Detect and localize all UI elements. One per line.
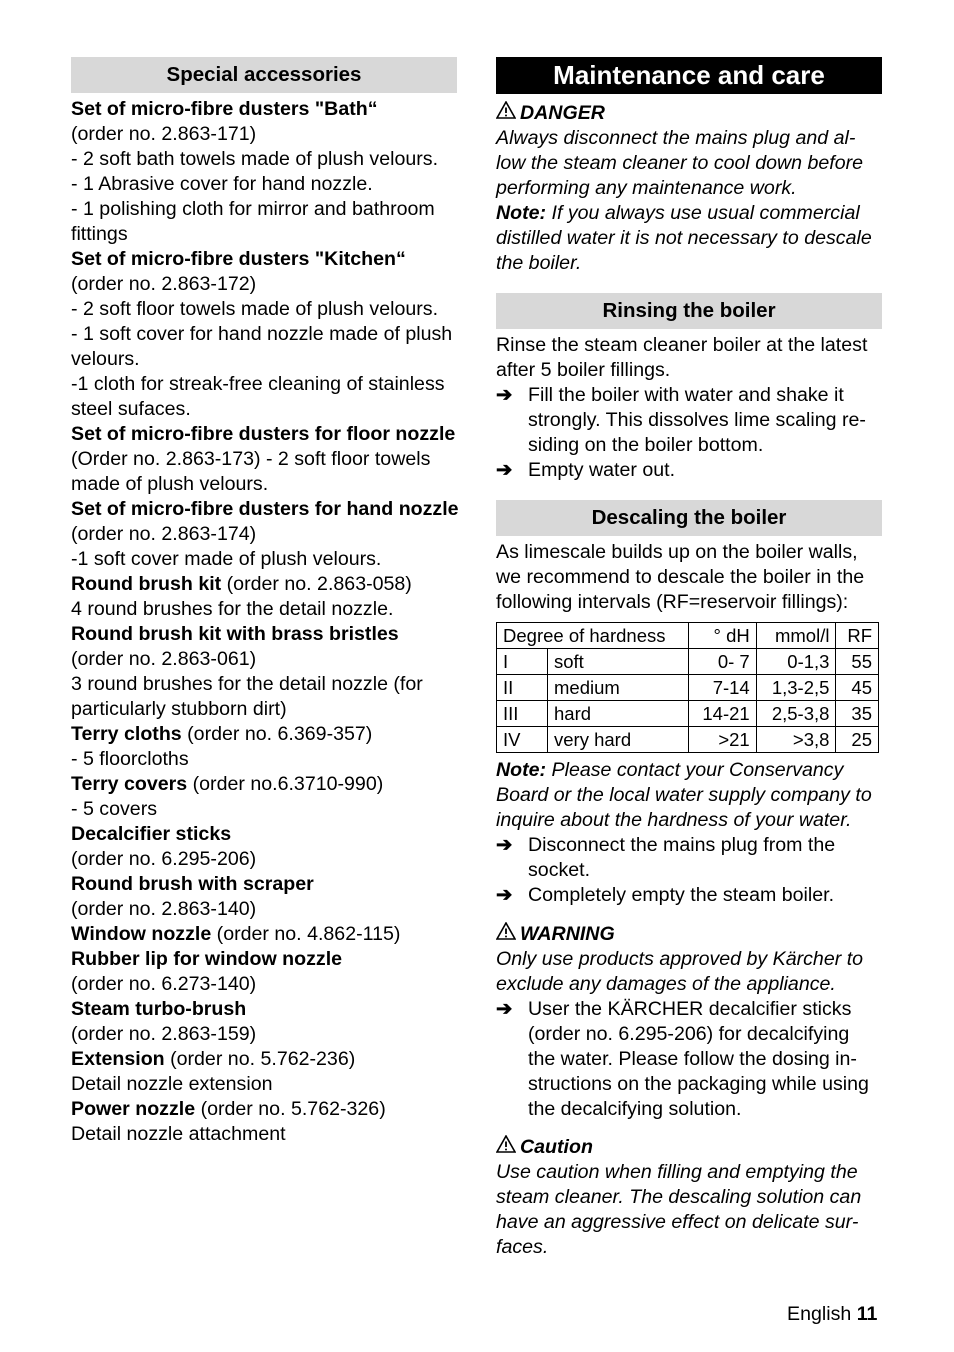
step-line: strongly. This dissolves lime scaling re- — [528, 409, 866, 431]
warning-step — [496, 997, 882, 1122]
warning-block — [496, 922, 882, 1122]
accessory-detail: (order no. 6.273-140) — [71, 973, 257, 995]
note-line: inquire about the hardness of your water. — [496, 809, 852, 831]
accessory-name: Window nozzle — [71, 923, 212, 945]
accessory-line — [71, 422, 457, 447]
rinsing-step — [496, 458, 882, 483]
table-cell: I — [497, 649, 548, 675]
accessory-line — [71, 722, 457, 747]
accessory-line — [71, 747, 457, 772]
accessory-detail: steel sufaces. — [71, 398, 191, 420]
arrow-right-icon: ➔ — [496, 998, 513, 1020]
accessory-detail: - 1 polishing cloth for mirror and bathroom — [71, 198, 435, 220]
table-cell: 2,5-3,8 — [756, 701, 836, 727]
accessory-line — [71, 397, 457, 422]
descaling-intro-line: following intervals (RF=reservoir fillings): — [496, 591, 849, 613]
accessory-line — [71, 922, 457, 947]
accessory-detail: (order no. 5.762-236) — [164, 1048, 356, 1070]
descaling-step — [496, 833, 882, 883]
danger-text-line: performing any maintenance work. — [496, 177, 797, 199]
accessory-line — [71, 622, 457, 647]
table-header-row — [497, 623, 879, 649]
accessory-name: Terry covers — [71, 773, 188, 795]
note-line: Board or the local water supply company to — [496, 784, 872, 806]
table-cell: 25 — [836, 727, 879, 753]
table-cell: very hard — [548, 727, 689, 753]
table-header-cell: RF — [836, 623, 879, 649]
accessory-line — [71, 697, 457, 722]
table-header-cell: Degree of hardness — [497, 623, 689, 649]
footer-language: English — [787, 1303, 852, 1325]
accessory-name: Steam turbo-brush — [71, 998, 247, 1020]
accessory-detail: velours. — [71, 348, 140, 370]
table-row — [497, 675, 879, 701]
page-number: 11 — [856, 1303, 878, 1325]
accessory-line — [71, 547, 457, 572]
accessory-detail: (order no.6.3710-990) — [187, 773, 384, 795]
table-cell: 45 — [836, 675, 879, 701]
step-line: User the KÄRCHER decalcifier sticks — [528, 998, 852, 1020]
danger-title — [496, 101, 882, 126]
caution-label: Caution — [520, 1136, 593, 1158]
accessories-list — [71, 97, 457, 1147]
accessory-line — [71, 522, 457, 547]
accessory-detail: fittings — [71, 223, 128, 245]
accessory-line — [71, 272, 457, 297]
accessory-name: Set of micro-fibre dusters for hand nozzle — [71, 498, 459, 520]
note-line: the boiler. — [496, 252, 582, 274]
danger-text-line: Always disconnect the mains plug and al- — [496, 127, 856, 149]
step-line: the decalcifying solution. — [528, 1098, 742, 1120]
accessory-name: Rubber lip for window nozzle — [71, 948, 343, 970]
step-line: socket. — [528, 859, 591, 881]
rinsing-step — [496, 383, 882, 458]
accessory-line — [71, 97, 457, 122]
danger-block — [496, 101, 882, 276]
warning-text-line: Only use products approved by Kärcher to — [496, 948, 864, 970]
accessory-line — [71, 997, 457, 1022]
descaling-step — [496, 883, 882, 908]
accessory-line — [71, 772, 457, 797]
table-cell: 35 — [836, 701, 879, 727]
accessory-line — [71, 1022, 457, 1047]
accessory-line — [71, 472, 457, 497]
note-text: If you always use usual commercial — [546, 202, 860, 224]
accessory-name: Set of micro-fibre dusters for floor nozzle — [71, 423, 456, 445]
accessory-detail: (order no. 2.863-061) — [71, 648, 257, 670]
accessory-line — [71, 147, 457, 172]
table-header-cell: mmol/l — [756, 623, 836, 649]
descaling-section — [496, 540, 882, 908]
note-label: Note: — [496, 202, 547, 224]
accessory-detail: -1 cloth for streak-free cleaning of stainless — [71, 373, 445, 395]
accessory-detail: 3 round brushes for the detail nozzle (for — [71, 673, 423, 695]
left-column — [71, 57, 457, 1147]
accessory-name: Round brush kit with brass bristles — [71, 623, 399, 645]
accessory-name: Round brush with scraper — [71, 873, 314, 895]
accessory-line — [71, 1097, 457, 1122]
table-cell: >21 — [688, 727, 756, 753]
accessory-detail: Detail nozzle attachment — [71, 1123, 286, 1145]
descaling-intro-line: we recommend to descale the boiler in the — [496, 566, 865, 588]
accessory-name: Round brush kit — [71, 573, 222, 595]
table-cell: 55 — [836, 649, 879, 675]
accessory-name: Extension — [71, 1048, 165, 1070]
accessory-detail: (order no. 4.862-115) — [211, 923, 401, 945]
accessory-name: Power nozzle — [71, 1098, 196, 1120]
accessory-line — [71, 647, 457, 672]
table-cell: IV — [497, 727, 548, 753]
accessory-line — [71, 122, 457, 147]
accessory-detail: made of plush velours. — [71, 473, 269, 495]
step-line: structions on the packaging while using — [528, 1073, 869, 1095]
caution-text-line: steam cleaner. The descaling solution can — [496, 1186, 862, 1208]
table-row — [497, 701, 879, 727]
step-line: (order no. 6.295-206) for decalcifying — [528, 1023, 850, 1045]
accessory-line — [71, 347, 457, 372]
accessory-name: Set of micro-fibre dusters "Bath“ — [71, 98, 378, 120]
step-line: the water. Please follow the dosing in- — [528, 1048, 857, 1070]
accessory-detail: (order no. 5.762-326) — [195, 1098, 386, 1120]
accessory-line — [71, 572, 457, 597]
accessory-detail: - 2 soft floor towels made of plush velours. — [71, 298, 439, 320]
table-cell: medium — [548, 675, 689, 701]
arrow-right-icon: ➔ — [496, 459, 513, 481]
note-line — [496, 758, 882, 783]
table-cell: 1,3-2,5 — [756, 675, 836, 701]
descaling-heading: Descaling the boiler — [496, 500, 882, 536]
accessory-line — [71, 197, 457, 222]
accessory-line — [71, 797, 457, 822]
rinsing-heading: Rinsing the boiler — [496, 293, 882, 329]
caution-text-line: have an aggressive effect on delicate sur- — [496, 1211, 859, 1233]
accessory-detail: (Order no. 2.863-173) - 2 soft floor towels — [71, 448, 431, 470]
hardness-table — [496, 622, 879, 753]
accessory-detail: - 5 floorcloths — [71, 748, 189, 770]
caution-block — [496, 1135, 882, 1260]
accessory-line — [71, 497, 457, 522]
accessory-line — [71, 822, 457, 847]
accessory-line — [71, 597, 457, 622]
table-cell: 0-1,3 — [756, 649, 836, 675]
note-label: Note: — [496, 759, 547, 781]
caution-text-line: Use caution when filling and emptying the — [496, 1161, 858, 1183]
step-line: siding on the boiler bottom. — [528, 434, 764, 456]
step-line: Disconnect the mains plug from the — [528, 834, 836, 856]
maintenance-title: Maintenance and care — [496, 57, 882, 94]
page-footer — [787, 1302, 877, 1327]
warning-title — [496, 922, 882, 947]
accessory-line — [71, 372, 457, 397]
table-header-cell: ° dH — [688, 623, 756, 649]
arrow-right-icon: ➔ — [496, 834, 513, 856]
accessory-detail: - 1 soft cover for hand nozzle made of plush — [71, 323, 453, 345]
accessory-line — [71, 897, 457, 922]
rinsing-intro-line: Rinse the steam cleaner boiler at the latest — [496, 334, 868, 356]
warning-triangle-icon — [496, 101, 520, 126]
table-cell: 14-21 — [688, 701, 756, 727]
accessory-detail: (order no. 2.863-174) — [71, 523, 257, 545]
accessory-detail: -1 soft cover made of plush velours. — [71, 548, 382, 570]
warning-triangle-icon — [496, 1135, 520, 1160]
accessory-detail: (order no. 2.863-171) — [71, 123, 257, 145]
warning-text-line: exclude any damages of the appliance. — [496, 973, 836, 995]
accessory-line — [71, 247, 457, 272]
caution-title — [496, 1135, 882, 1160]
table-row — [497, 727, 879, 753]
note-line: distilled water it is not necessary to descale — [496, 227, 872, 249]
accessory-detail: (order no. 6.295-206) — [71, 848, 257, 870]
step-line: Empty water out. — [528, 459, 676, 481]
accessory-name: Decalcifier sticks — [71, 823, 232, 845]
accessory-name: Terry cloths — [71, 723, 182, 745]
danger-text-line: low the steam cleaner to cool down before — [496, 152, 864, 174]
warning-triangle-icon — [496, 922, 520, 947]
step-line: Completely empty the steam boiler. — [528, 884, 835, 906]
caution-text-line: faces. — [496, 1236, 549, 1258]
table-cell: II — [497, 675, 548, 701]
accessory-name: Set of micro-fibre dusters "Kitchen“ — [71, 248, 406, 270]
accessory-detail: (order no. 2.863-058) — [221, 573, 412, 595]
accessory-detail: (order no. 6.369-357) — [181, 723, 373, 745]
accessory-line — [71, 972, 457, 997]
table-cell: III — [497, 701, 548, 727]
rinsing-intro-line: after 5 boiler fillings. — [496, 359, 671, 381]
table-cell: soft — [548, 649, 689, 675]
note-line — [496, 201, 882, 226]
accessory-detail: - 2 soft bath towels made of plush velours. — [71, 148, 439, 170]
table-cell: 7-14 — [688, 675, 756, 701]
accessory-line — [71, 847, 457, 872]
right-column — [496, 57, 882, 1260]
table-row — [497, 649, 879, 675]
step-line: Fill the boiler with water and shake it — [528, 384, 844, 406]
accessory-line — [71, 222, 457, 247]
accessory-detail: (order no. 2.863-172) — [71, 273, 257, 295]
accessory-line — [71, 947, 457, 972]
danger-label: DANGER — [520, 102, 605, 124]
note-text: Please contact your Conservancy — [546, 759, 844, 781]
table-cell: >3,8 — [756, 727, 836, 753]
hardness-note — [496, 758, 882, 833]
accessory-detail: - 1 Abrasive cover for hand nozzle. — [71, 173, 373, 195]
accessory-line — [71, 172, 457, 197]
accessory-detail: (order no. 2.863-140) — [71, 898, 257, 920]
accessory-detail: - 5 covers — [71, 798, 158, 820]
warning-label: WARNING — [520, 923, 615, 945]
accessory-line — [71, 447, 457, 472]
table-cell: 0- 7 — [688, 649, 756, 675]
table-cell: hard — [548, 701, 689, 727]
accessory-detail: 4 round brushes for the detail nozzle. — [71, 598, 394, 620]
rinsing-section — [496, 333, 882, 483]
accessory-line — [71, 1072, 457, 1097]
accessory-line — [71, 1047, 457, 1072]
accessory-line — [71, 872, 457, 897]
arrow-right-icon: ➔ — [496, 884, 513, 906]
descaling-intro-line: As limescale builds up on the boiler walls, — [496, 541, 858, 563]
accessory-line — [71, 297, 457, 322]
accessory-detail: particularly stubborn dirt) — [71, 698, 287, 720]
arrow-right-icon: ➔ — [496, 384, 513, 406]
accessory-line — [71, 672, 457, 697]
accessory-detail: Detail nozzle extension — [71, 1073, 273, 1095]
accessory-line — [71, 322, 457, 347]
special-accessories-heading: Special accessories — [71, 57, 457, 93]
accessory-line — [71, 1122, 457, 1147]
accessory-detail: (order no. 2.863-159) — [71, 1023, 257, 1045]
